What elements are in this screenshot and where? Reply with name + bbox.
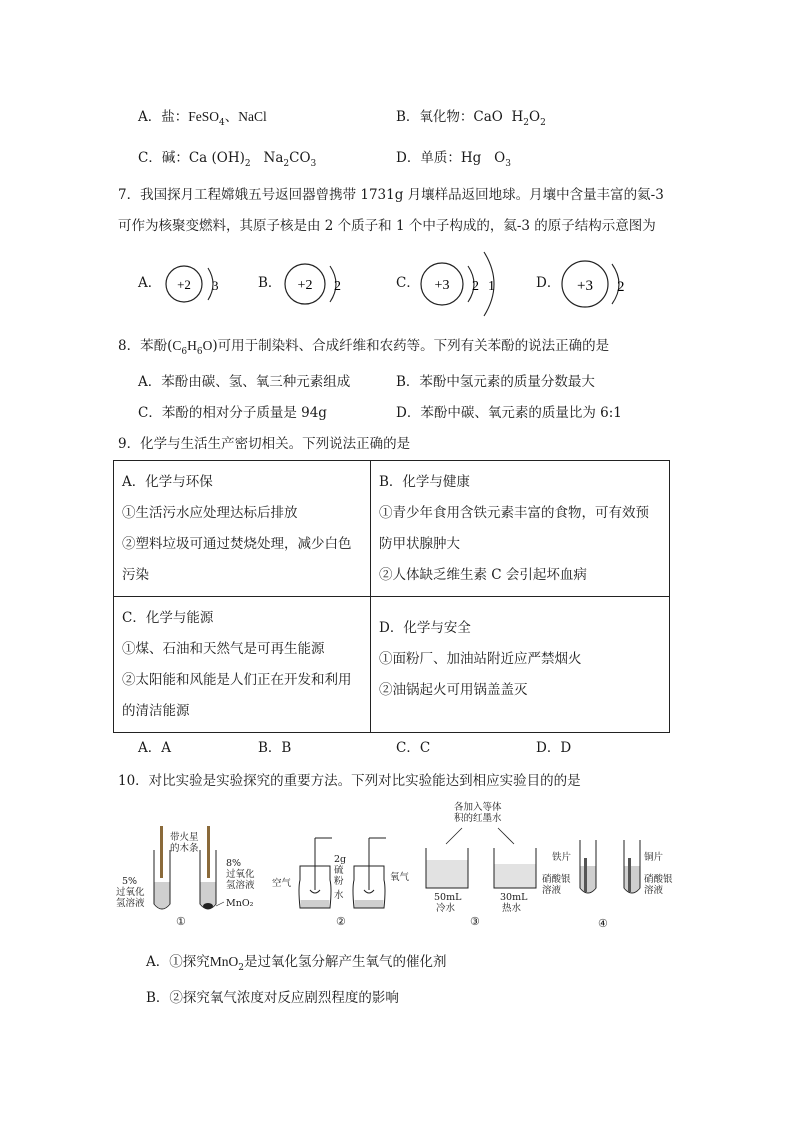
nucleus-charge: +3 (434, 278, 450, 293)
q6-option-a-formula: FeSO (188, 109, 220, 124)
figure-3-beaker1-water: 冷水 (436, 903, 456, 914)
silver-nitrate-right (625, 866, 640, 893)
figure-2-oxygen-label: 氧气 (390, 872, 410, 883)
arrow-right (498, 828, 514, 844)
cold-water (427, 860, 468, 888)
q10-figure-1 (116, 822, 276, 932)
figure-2-number: ② (336, 915, 346, 928)
shell-electrons: 2 (617, 279, 625, 295)
q6-option-c-co: CO (289, 150, 311, 166)
q10-figure-3 (418, 800, 550, 932)
figure-3-beaker1-volume: 50mL (434, 892, 462, 903)
figure-2-sulfur-2: 粉 (334, 876, 344, 887)
iron-strip (584, 858, 587, 892)
q6-option-a-sub: 4 (219, 118, 225, 128)
q8-stem-post: )可用于制染料、合成纤维和农药等。下列有关苯酚的说法正确的是 (212, 338, 610, 354)
q7-option-a-atom-diagram (158, 262, 228, 306)
q9-cell-b (371, 461, 670, 597)
shell-1-electrons: 2 (472, 279, 479, 294)
nucleus-charge: +2 (297, 278, 313, 293)
q6-option-b-o: O (528, 109, 541, 125)
q10-option-b: B．②探究氧气浓度对反应剧烈程度的影响 (146, 990, 399, 1006)
mno2-powder (203, 903, 213, 909)
q9-cell-a-title: A．化学与环保 (122, 474, 213, 490)
q6-option-c-formula: Ca (OH) (188, 150, 245, 166)
q8-formula-h-sub: 6 (196, 347, 203, 357)
figure-1-right-name1: 过氧化 (226, 869, 255, 880)
figure-2-water-label: 水 (334, 890, 344, 901)
q9-cell-a-item1: ①生活污水应处理达标后排放 (122, 505, 298, 521)
figure-1-right-name2: 氢溶液 (226, 880, 255, 891)
q6-option-b-sub1: 2 (523, 118, 529, 128)
wooden-splint-right (207, 826, 210, 878)
q6-option-b-label: B．氧化物：CaO (396, 109, 503, 125)
q9-cell-b-item2: ②人体缺乏维生素 C 会引起坏血病 (379, 567, 587, 583)
figure-1-left-name1: 过氧化 (116, 887, 145, 898)
figure-4-agno3-left-2: 溶液 (542, 885, 562, 896)
wooden-splint-left (160, 826, 163, 878)
q7-stem-line1: 7．我国探月工程嫦娥五号返回器曾携带 1731g 月壤样品返回地球。月壤中含量丰富的氦-3 (118, 187, 664, 203)
q6-option-c-sub3: 3 (310, 159, 317, 169)
q10-figure-2 (272, 832, 422, 932)
figure-4-iron-label: 铁片 (552, 852, 572, 863)
copper-strip (628, 858, 631, 892)
q6-option-a-label: A．盐： (138, 109, 189, 125)
water-left (301, 900, 330, 908)
figure-4-number: ④ (598, 917, 608, 930)
hot-water (495, 864, 536, 888)
q9-cell-a (114, 461, 371, 597)
q6-option-d-label: D．单质：Hg (396, 150, 482, 166)
q9-cell-c (114, 597, 371, 733)
liquid-left (155, 882, 170, 909)
q6-option-c-sub: 2 (244, 159, 251, 169)
q9-answer-c: C．C (396, 740, 431, 756)
q10-option-a (146, 953, 447, 973)
figure-2-air-label: 空气 (272, 878, 292, 889)
combustion-spoon-left (310, 890, 320, 893)
q9-answer-b: B．B (258, 740, 292, 756)
figure-1-right-pct: 8% (226, 858, 242, 869)
q7-option-d-label: D． (536, 275, 561, 291)
figure-3-beaker2-water: 热水 (502, 903, 522, 914)
water-right (355, 900, 384, 908)
shell-electrons: 3 (212, 278, 219, 293)
q6-option-c-sub2: 2 (283, 159, 290, 169)
figure-4-agno3-left-1: 硝酸银 (542, 874, 571, 885)
figure-3-top-2: 积的红墨水 (454, 813, 502, 824)
nucleus-charge: +2 (177, 277, 191, 292)
q10-option-a-post: 是过氧化氢分解产生氧气的催化剂 (244, 954, 447, 970)
q6-option-b-sub2: 2 (540, 118, 546, 128)
figure-2-sulfur-mass: 2g (334, 854, 347, 865)
q9-cell-c-title: C．化学与能源 (122, 610, 214, 626)
q7-option-b-label: B． (258, 275, 282, 291)
q8-formula-c-sub: 6 (181, 347, 188, 357)
mno2-pointer (216, 902, 224, 906)
q6-option-c (138, 149, 316, 169)
q7-option-b-atom-diagram (278, 260, 350, 308)
q10-option-a-formula: MnO (209, 954, 239, 969)
silver-nitrate-left (581, 866, 596, 893)
figure-3-beaker2-volume: 30mL (500, 892, 528, 903)
q6-option-d (396, 149, 511, 169)
q6-option-c-na: Na (263, 150, 284, 166)
q7-option-a-label: A． (138, 275, 162, 291)
q9-cell-a-item2: ②塑料垃圾可通过焚烧处理，减少白色污染 (122, 536, 352, 583)
arrow-left (446, 828, 462, 844)
q6-option-c-label: C．碱： (138, 150, 189, 166)
q10-stem: 10．对比实验是实验探究的重要方法。下列对比实验能达到相应实验目的的是 (118, 773, 581, 789)
figure-1-left-name2: 氢溶液 (116, 898, 145, 909)
q7-option-c-atom-diagram (418, 248, 508, 320)
q9-cell-d-title: D．化学与安全 (379, 620, 471, 636)
figure-1-splint-label: 带火星的木条 (170, 832, 199, 854)
q8-option-a: A．苯酚由碳、氢、氧三种元素组成 (138, 374, 351, 390)
q7-option-d-atom-diagram (558, 256, 638, 312)
q10-option-a-sub: 2 (238, 963, 244, 973)
q9-cell-d-item2: ②油锅起火可用锅盖盖灭 (379, 682, 528, 698)
q8-stem-pre: 8．苯酚( (118, 338, 173, 354)
q9-stem: 9．化学与生活生产密切相关。下列说法正确的是 (118, 436, 411, 452)
q6-option-d-sub: 3 (505, 159, 511, 169)
q7-stem-line2: 可作为核聚变燃料，其原子核是由 2 个质子和 1 个中子构成的，氦-3 的原子结构示意图为 (118, 218, 656, 234)
q8-option-b: B．苯酚中氢元素的质量分数最大 (396, 374, 595, 390)
q10-figure-4 (540, 836, 680, 936)
q8-option-c: C．苯酚的相对分子质量是 94g (138, 405, 327, 421)
q6-option-b (396, 108, 546, 128)
q9-answer-d: D．D (536, 740, 572, 756)
figure-3-number: ③ (470, 915, 480, 928)
q10-option-a-pre: A．①探究 (146, 954, 210, 970)
q6-option-b-h: H (511, 109, 524, 125)
combustion-spoon-right (364, 890, 374, 893)
q9-answer-a: A．A (138, 740, 171, 756)
q9-options-table (113, 460, 670, 733)
figure-2-sulfur-1: 硫 (334, 865, 344, 876)
q9-cell-c-item1: ①煤、石油和天然气是可再生能源 (122, 641, 325, 657)
q9-cell-d (371, 597, 670, 733)
q9-cell-d-item1: ①面粉厂、加油站附近应严禁烟火 (379, 651, 582, 667)
shell-electrons: 2 (334, 279, 341, 294)
nucleus-charge: +3 (577, 278, 593, 294)
figure-4-agno3-right-2: 溶液 (644, 885, 664, 896)
q7-option-c-label: C． (396, 275, 420, 291)
figure-1-mno2: MnO₂ (226, 898, 254, 909)
figure-4-copper-label: 铜片 (644, 852, 664, 863)
q6-option-d-o: O (494, 150, 506, 166)
q8-formula-c: C (172, 338, 182, 353)
q6-option-a-rest: 、NaCl (224, 109, 267, 124)
shell-2-electrons: 1 (488, 279, 495, 294)
q6-option-a (138, 108, 267, 128)
q9-cell-b-title: B．化学与健康 (379, 474, 470, 490)
figure-1-number: ① (176, 915, 186, 928)
q8-stem (118, 337, 609, 357)
q8-formula-o: O (202, 338, 213, 353)
q8-option-d: D．苯酚中碳、氧元素的质量比为 6:1 (396, 405, 622, 421)
figure-3-top-1: 各加入等体 (454, 802, 502, 813)
q9-cell-b-item1: ①青少年食用含铁元素丰富的食物，可有效预防甲状腺肿大 (379, 505, 649, 552)
q8-formula-h: H (187, 338, 197, 353)
q9-cell-c-item2: ②太阳能和风能是人们正在开发和利用的清洁能源 (122, 672, 352, 719)
figure-4-agno3-right-1: 硝酸银 (644, 874, 673, 885)
figure-1-left-pct: 5% (122, 876, 138, 887)
